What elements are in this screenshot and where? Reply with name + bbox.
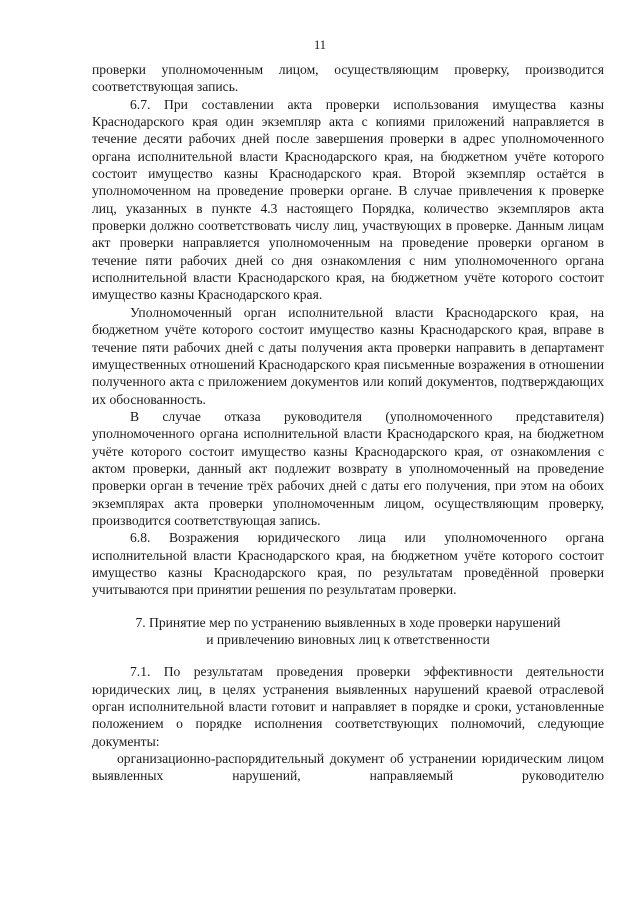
paragraph-7-1: 7.1. По результатам проведения проверки эффективности деятельности юридических лиц, в целях устранения выявленных нарушений краевой отраслевой орган исполнительной власти готовит и направляет в порядке и сроки, установленные положением о порядке исполнения соответствующих полномочий, следующие документы: xyxy=(92,664,604,749)
paragraph-6-8: 6.8. Возражения юридического лица или уполномоченного органа исполнительной власти Краснодарского края, на бюджетном учёте которого состоит имущество казны Краснодарского края, по результатам проведённой проверки учитываются при принятии решения по результатам проверки. xyxy=(92,530,604,598)
paragraph-org-document: организационно-распорядительный документ об устранении юридическим лицом выявленных нарушений, направляемый руководителю xyxy=(92,751,604,784)
document-body xyxy=(92,61,604,785)
paragraph-objections-right: Уполномоченный орган исполнительной власти Краснодарского края, на бюджетном учёте которого состоит имущество казны Краснодарского края, вправе в течение пяти рабочих дней с даты получения акта проверки направить в департамент имущественных отношений Краснодарского края письменные возражения в отношении полученного акта с приложением документов или копий документов, подтверждающих их обоснованность. xyxy=(92,304,604,407)
section-7-heading-line-1: 7. Принятие мер по устранению выявленных в ходе проверки нарушений xyxy=(135,614,561,630)
paragraph-refusal-case: В случае отказа руководителя (уполномоченного представителя) уполномоченного органа исполнительной власти Краснодарского края, на бюджетном учёте которого состоит имущество казны Краснодарского края, от ознакомления с актом проверки, данный акт подлежит возврату в уполномоченный на проведение проверки орган в течение трёх рабочих дней с даты его получения, при этом на обоих экземплярах акта проверки уполномоченным лицом, осуществляющим проверку, производится соответствующая запись. xyxy=(92,408,604,528)
section-7-heading xyxy=(92,614,604,649)
section-7-heading-line-2: и привлечению виновных лиц к ответственности xyxy=(206,632,490,647)
page-number: 11 xyxy=(313,38,327,52)
paragraph-continuation: проверки уполномоченным лицом, осуществляющим проверку, производится соответствующая запись. xyxy=(92,62,604,95)
paragraph-6-7: 6.7. При составлении акта проверки использования имущества казны Краснодарского края один экземпляр акта с копиями приложений направляется в течение десяти рабочих дней после завершения проверки в адрес уполномоченного органа исполнительной власти Краснодарского края, на бюджетном учёте которого состоит имущество казны Краснодарского края. Второй экземпляр остаётся в уполномоченном на проведение проверки органе. В случае привлечения к проверке лиц, указанных в пункте 4.3 настоящего Порядка, количество экземпляров акта проверки должно соответствовать числу лиц, участвующих в проверке. Данным лицам акт проверки направляется уполномоченным на проведение проверки органом в течение пяти рабочих дней со дня ознакомления с ним уполномоченного органа исполнительной власти Краснодарского края, на бюджетном учёте которого состоит имущество казны Краснодарского края. xyxy=(92,96,604,303)
